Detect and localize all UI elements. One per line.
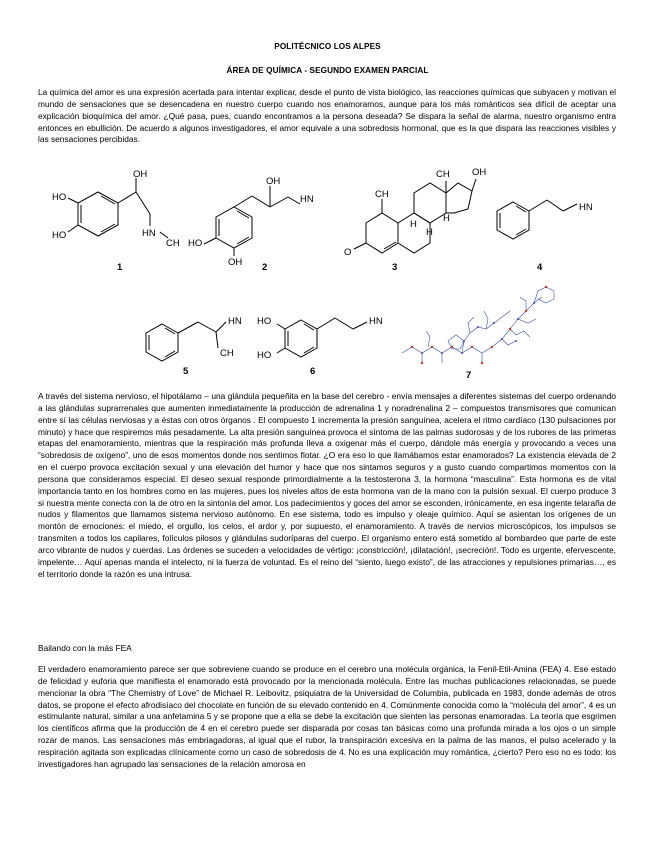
s4-nh2-label: HN [579, 202, 593, 213]
s6-ho-label-top: HO [257, 316, 272, 327]
s2-nh2-label: HN [300, 194, 314, 205]
s6-ho-label-bottom: HO [257, 350, 272, 361]
s1-ho-label-bottom: HO [52, 230, 67, 241]
s5-nh2-label: HN [228, 316, 242, 327]
structure-3-testosterone [340, 163, 500, 263]
s6-nh2-label: HN [369, 316, 383, 327]
label-5: 5 [183, 366, 189, 377]
exam-title: ÁREA DE QUÍMICA - SEGUNDO EXAMEN PARCIAL [226, 66, 429, 75]
label-6: 6 [310, 366, 316, 377]
structure-1-adrenaline [50, 170, 180, 270]
structure-7-oxytocin [398, 283, 560, 371]
label-2: 2 [262, 262, 268, 273]
s2-oh-label-bottom: OH [228, 257, 243, 267]
structure-5-amphetamine [140, 300, 260, 370]
s2-ho-label: HO [188, 238, 203, 249]
label-1: 1 [117, 262, 123, 273]
s3-oh-label: OH [472, 167, 487, 178]
label-3: 3 [392, 262, 398, 273]
school-title: POLITÉCNICO LOS ALPES [274, 42, 381, 51]
s1-ch3-label: CH [166, 238, 180, 249]
body-paragraph: A través del sistema nervioso, el hipotálamo – una glándula pequeñita en la base del cerebro - envía mensajes a diferentes sistemas del cuerpo ordenando a las glándulas suprarrenales que aumenten inmediatamente la producción de adrenalina 1 y noradrenalina 2 – compuestos transmisores que comunican entre sí las células nerviosas y a éstas con otros órganos . El compuesto 1 incrementa la presión sanguínea, acelera el ritmo cardíaco (130 pulsaciones por minuto) y hace que respiremos más pesadamente. La alta presión sanguínea provoca el síntoma de las palmas sudorosas y de los rubores de las primeras etapas del enamoramiento, mientras que la respiración más profunda lleva a oxigenar más el cuerpo, dándole más energía y provocando a veces una “sobredosis de oxígeno”, uno de esos momentos donde nos sentimos flotar. ¿O era eso lo que llamábamos estar enamorados? La existencia elevada de 2 en el cuerpo provoca excitación sexual y una elevación del humor y hace que nos sintamos seguros y a gusto cuando compartimos momentos con la persona que consideramos especial. El deseo sexual responde primordialmente a la testosterona 3, la hormona “masculina”. Esta hormona es de vital importancia tanto en los hombres como en las mujeres, pues los niveles altos de esta hormona van de la mano con la pulsión sexual. El cuerpo produce 3 si nuestra mente conecta con la de otro en la sintonía del amor. Los padecimientos y goces del amor se esconden, irónicamente, en esa ingente telaraña de nudos y filamentos que llamamos sistema nervioso autónomo. En ese sistema, todo es impulso y oleaje químico. Aquí se asientan los orígenes de un montón de emociones: el miedo, el orgullo, los celos, el ardor y, por supuesto, el enamoramiento. A través de nervios microscópicos, los impulsos se transmiten a todos los capilares, folículos pilosos y glándulas sudoríparas del cuerpo. El organismo entero está sometido al bombardeo que parte de este arco vibrante de nudos y cuerdas. Las órdenes se suceden a velocidades de vértigo: ¡constricción!, ¡dilatación!, ¡secreción!. Todo es urgente, efervescente, impelente… Aquí apenas manda el intelecto, ni la fuerza de voluntad. Es el reino del “siento, luego existo”, de las atracciones y repulsiones primarias…, es el territorio donde la razón es una intrusa. [38, 391, 616, 579]
s3-ch3-label-2: CH [436, 169, 450, 180]
label-7: 7 [466, 370, 472, 381]
s1-ho-label-top: HO [52, 192, 67, 203]
fea-paragraph: El verdadero enamoramiento parece ser que sobreviene cuando se produce en el cerebro una molécula orgánica, la Fenil-Etil-Amina (FEA) 4. Ese estado de felicidad y euforia que manifiesta el enamorado está provocado por la mencionada molécula. Entre las muchas publicaciones relacionadas, se puede mencionar la obra “The Chemistry of Love” de Michael R. Leibovitz, psiquiatra de la Universidad de Columbia, publicada en 1983, donde además de otros datos, se propone el efecto afrodisíaco del chocolate en función de su elevado contenido en 4. Comúnmente conocida como la “molécula del amor”, 4 es un estimulante natural, similar a una anfetamina 5 y se propone que a ella se debe la excitación que sienten las personas enamoradas. La teoría que esgrimen los científicos afirma que la producción de 4 en el cerebro puede ser disparada por cosas tan básicas como una profunda mirada a los ojos o un simple rozar de manos. Las sensaciones más embriagadoras, al igual que el rubor, la transpiración excesiva en la palma de las manos, el pulso acelerado y la respiración agitada son explicadas clínicamente como un caso de sobredosis de 4. No es una explicación muy romántica, ¿cierto? Pero eso no es todo: los investigadores han agrupado las sensaciones de la relación amorosa en [38, 664, 616, 769]
s3-h-label-1: H [410, 219, 417, 230]
s1-oh-label: OH [133, 170, 148, 180]
s3-o-label: O [344, 247, 352, 258]
intro-paragraph: La química del amor es una expresión acertada para intentar explicar, desde el punto de vista biológico, las reacciones químicas que subyacen y motivan el mundo de sensaciones que se desencadena en nuestro cuerpo cuando nos enamoramos, aunque para los más románticos sea difícil de aceptar una explicación bioquímica del amor. ¿Qué pasa, pues, cuando encontramos a la persona deseada? Se dispara la señal de alarma, nuestro organismo entra entonces en ebullición. De acuerdo a algunos investigadores, el amor equivale a una sobredosis hormonal, que es la que dispara las reacciones visibles y las sensaciones percibidas. [38, 87, 616, 145]
s3-h-label-3: H [443, 213, 450, 224]
section-title: Bailando con la más FEA [38, 643, 132, 653]
s2-oh-label-top: OH [266, 176, 281, 187]
structure-2-noradrenaline [188, 172, 338, 267]
structure-6-dopamine [255, 302, 400, 370]
s3-ch3-label-1: CH [375, 189, 389, 200]
s3-h-label-2: H [426, 227, 433, 238]
s1-hn-label: HN [142, 228, 156, 239]
s5-ch3-label: CH [220, 348, 234, 359]
structure-4-pea [495, 190, 615, 250]
label-4: 4 [537, 262, 543, 273]
